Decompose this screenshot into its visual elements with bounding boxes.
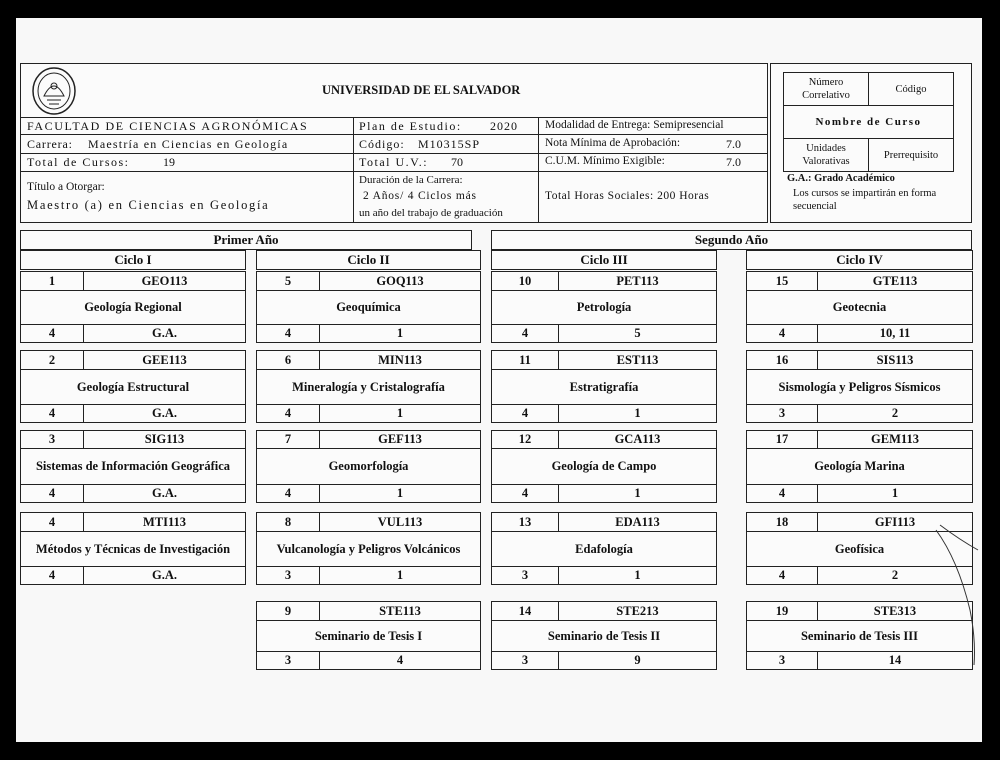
- course-prereq: 9: [558, 651, 717, 670]
- course-code: STE213: [558, 601, 717, 621]
- course-prereq: 1: [817, 484, 973, 503]
- course-prereq: 1: [558, 404, 717, 423]
- course-name: Seminario de Tesis II: [491, 620, 717, 652]
- legend-ga-note: G.A.: Grado Académico: [787, 173, 895, 184]
- cycle-header-4: Ciclo IV: [746, 250, 973, 270]
- course-prereq: G.A.: [83, 324, 246, 343]
- plan-label: Plan de Estudio:: [359, 119, 462, 133]
- duration-line1: 2 Años/ 4 Ciclos más: [363, 190, 477, 202]
- career-label: Carrera:: [27, 137, 73, 151]
- course-code: EDA113: [558, 512, 717, 532]
- course-code: PET113: [558, 271, 717, 291]
- duration-label: Duración de la Carrera:: [359, 174, 463, 186]
- cycle-header-3: Ciclo III: [491, 250, 717, 270]
- course-number: 11: [491, 350, 559, 370]
- course-name: Estratigrafía: [491, 369, 717, 405]
- course-name: Mineralogía y Cristalografía: [256, 369, 481, 405]
- course-prereq: G.A.: [83, 566, 246, 585]
- modality: Modalidad de Entrega: Semipresencial: [545, 119, 724, 131]
- code-value: M10315SP: [418, 137, 481, 151]
- course-name: Seminario de Tesis I: [256, 620, 481, 652]
- course-units: 4: [491, 484, 559, 503]
- career-value: Maestría en Ciencias en Geología: [88, 137, 289, 151]
- course-code: SIG113: [83, 430, 246, 449]
- university-name: UNIVERSIDAD DE EL SALVADOR: [322, 83, 521, 97]
- course-number: 4: [20, 512, 84, 532]
- course-code: SIS113: [817, 350, 973, 370]
- course-code: MIN113: [319, 350, 481, 370]
- course-name: Geología Estructural: [20, 369, 246, 405]
- total-uv-value: 70: [451, 155, 463, 169]
- course-units: 3: [746, 651, 818, 670]
- header-line-a: [20, 134, 538, 135]
- course-number: 12: [491, 430, 559, 449]
- cum-value: 7.0: [726, 155, 741, 169]
- course-number: 13: [491, 512, 559, 532]
- course-units: 4: [20, 484, 84, 503]
- course-number: 14: [491, 601, 559, 621]
- course-prereq: 1: [319, 404, 481, 423]
- course-units: 4: [20, 404, 84, 423]
- course-number: 17: [746, 430, 818, 449]
- course-units: 4: [746, 566, 818, 585]
- course-prereq: G.A.: [83, 404, 246, 423]
- course-number: 9: [256, 601, 320, 621]
- code-label: Código:: [359, 137, 405, 151]
- faculty-name: FACULTAD DE CIENCIAS AGRONÓMICAS: [27, 119, 309, 133]
- course-number: 1: [20, 271, 84, 291]
- course-code: GOQ113: [319, 271, 481, 291]
- course-units: 4: [256, 324, 320, 343]
- course-units: 4: [491, 404, 559, 423]
- course-prereq: 10, 11: [817, 324, 973, 343]
- course-prereq: 1: [558, 566, 717, 585]
- course-prereq: 2: [817, 566, 973, 585]
- year-header-2: Segundo Año: [491, 230, 972, 250]
- course-name: Geología Marina: [746, 448, 973, 485]
- course-name: Geoquímica: [256, 290, 481, 325]
- course-number: 3: [20, 430, 84, 449]
- course-units: 4: [746, 324, 818, 343]
- min-grade-label: Nota Mínima de Aprobación:: [545, 137, 681, 149]
- course-code: GEM113: [817, 430, 973, 449]
- total-courses-label: Total de Cursos:: [27, 155, 130, 169]
- social-hours: Total Horas Sociales: 200 Horas: [545, 190, 710, 202]
- header-line-b: [20, 153, 768, 154]
- course-prereq: 1: [319, 484, 481, 503]
- cycle-header-2: Ciclo II: [256, 250, 481, 270]
- legend-code: Código: [868, 72, 954, 106]
- course-prereq: 1: [558, 484, 717, 503]
- course-number: 16: [746, 350, 818, 370]
- course-code: GCA113: [558, 430, 717, 449]
- course-units: 4: [256, 404, 320, 423]
- min-grade-value: 7.0: [726, 137, 741, 151]
- course-prereq: 1: [319, 324, 481, 343]
- course-name: Edafología: [491, 531, 717, 567]
- course-code: GEO113: [83, 271, 246, 291]
- plan-value: 2020: [490, 119, 518, 133]
- course-prereq: 4: [319, 651, 481, 670]
- course-code: MTI113: [83, 512, 246, 532]
- course-code: STE113: [319, 601, 481, 621]
- course-code: GTE113: [817, 271, 973, 291]
- legend-course-name: Nombre de Curso: [783, 105, 954, 139]
- course-name: Sistemas de Información Geográfica: [20, 448, 246, 485]
- course-units: 3: [746, 404, 818, 423]
- course-units: 4: [20, 324, 84, 343]
- course-units: 3: [256, 651, 320, 670]
- course-units: 4: [746, 484, 818, 503]
- course-number: 15: [746, 271, 818, 291]
- university-seal-icon: [30, 66, 78, 116]
- duration-line2: un año del trabajo de graduación: [359, 207, 503, 219]
- course-code: EST113: [558, 350, 717, 370]
- cycle-header-1: Ciclo I: [20, 250, 246, 270]
- course-name: Geofísica: [746, 531, 973, 567]
- pen-mark: [930, 520, 980, 670]
- header-line-c: [20, 171, 768, 172]
- total-uv-label: Total U.V.:: [359, 155, 429, 169]
- title-label: Título a Otorgar:: [27, 181, 105, 193]
- header-line-d: [538, 134, 768, 135]
- course-number: 2: [20, 350, 84, 370]
- legend-seq-note: Los cursos se impartirán en forma secuencial: [793, 188, 937, 212]
- course-units: 4: [256, 484, 320, 503]
- course-number: 19: [746, 601, 818, 621]
- course-number: 18: [746, 512, 818, 532]
- course-number: 7: [256, 430, 320, 449]
- title-value: Maestro (a) en Ciencias en Geología: [27, 198, 270, 212]
- course-units: 3: [256, 566, 320, 585]
- course-code: VUL113: [319, 512, 481, 532]
- course-name: Seminario de Tesis III: [746, 620, 973, 652]
- legend-prereq: Prerrequisito: [868, 138, 954, 172]
- course-prereq: 5: [558, 324, 717, 343]
- course-prereq: 1: [319, 566, 481, 585]
- course-prereq: 2: [817, 404, 973, 423]
- course-name: Petrología: [491, 290, 717, 325]
- course-code: GFI113: [817, 512, 973, 532]
- course-number: 10: [491, 271, 559, 291]
- course-code: STE313: [817, 601, 973, 621]
- course-name: Métodos y Técnicas de Investigación: [20, 531, 246, 567]
- course-code: GEF113: [319, 430, 481, 449]
- course-number: 5: [256, 271, 320, 291]
- course-name: Geomorfología: [256, 448, 481, 485]
- legend-number: Número Correlativo: [783, 72, 869, 106]
- course-name: Geología de Campo: [491, 448, 717, 485]
- course-units: 3: [491, 651, 559, 670]
- total-courses-value: 19: [163, 155, 175, 169]
- course-name: Sismología y Peligros Sísmicos: [746, 369, 973, 405]
- course-number: 6: [256, 350, 320, 370]
- course-prereq: 14: [817, 651, 973, 670]
- legend-units: Unidades Valorativas: [783, 138, 869, 172]
- course-prereq: G.A.: [83, 484, 246, 503]
- year-header-1: Primer Año: [20, 230, 472, 250]
- course-name: Geología Regional: [20, 290, 246, 325]
- course-units: 3: [491, 566, 559, 585]
- course-units: 4: [20, 566, 84, 585]
- course-name: Vulcanología y Peligros Volcánicos: [256, 531, 481, 567]
- cum-label: C.U.M. Mínimo Exigible:: [545, 155, 665, 167]
- course-number: 8: [256, 512, 320, 532]
- course-units: 4: [491, 324, 559, 343]
- course-name: Geotecnia: [746, 290, 973, 325]
- course-code: GEE113: [83, 350, 246, 370]
